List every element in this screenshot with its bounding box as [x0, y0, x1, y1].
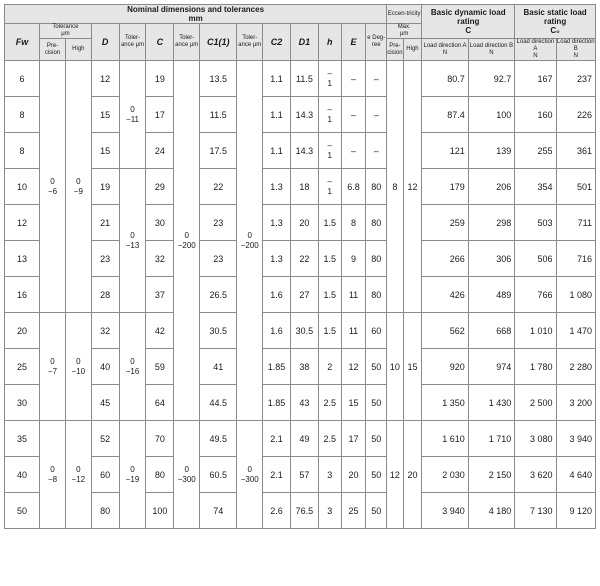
dynamic-b-cell: 1 430	[468, 385, 514, 421]
c2-cell: 1.1	[263, 133, 291, 169]
table-header	[5, 5, 596, 61]
e-cell: 17	[341, 421, 366, 457]
ecc-precision-3: 12	[387, 421, 404, 529]
fw-cell: 25	[5, 349, 40, 385]
c-cell: 30	[146, 205, 174, 241]
d1-cell: 14.3	[291, 97, 319, 133]
c-tolerance-2: 0 −300	[174, 421, 200, 529]
static-a-cell: 3 620	[515, 457, 556, 493]
static-b-cell: 711	[556, 205, 595, 241]
static-symbol: C₀	[550, 26, 560, 35]
dynamic-b-cell: 92.7	[468, 61, 514, 97]
dynamic-a-cell: 2 030	[422, 457, 468, 493]
static-b-cell: 1 080	[556, 277, 595, 313]
static-load-a-label: Load direction A	[516, 39, 555, 52]
ecc-high-2: 15	[403, 313, 422, 421]
d-cell: 52	[91, 421, 119, 457]
degree-cell: 50	[366, 385, 387, 421]
d-cell: 45	[91, 385, 119, 421]
d-cell: 80	[91, 493, 119, 529]
d1-cell: 38	[291, 349, 319, 385]
c1-cell: 13.5	[200, 61, 237, 97]
dynamic-a-cell: 80.7	[422, 61, 468, 97]
fw-tolerance-header	[40, 24, 92, 39]
d-cell: 40	[91, 349, 119, 385]
fw-high-header: High	[65, 39, 91, 61]
c1-tolerance-2: 0 −300	[237, 421, 263, 529]
fw-tolerance-label: Tolerance	[52, 24, 79, 30]
table-row	[5, 241, 596, 277]
c-cell: 80	[146, 457, 174, 493]
c-cell: 19	[146, 61, 174, 97]
dynamic-a-cell: 920	[422, 349, 468, 385]
table-row	[5, 349, 596, 385]
dynamic-load-b-header	[468, 39, 514, 61]
table-row	[5, 385, 596, 421]
eccentricity-header: Eccen-tricity	[387, 5, 422, 24]
h-cell: 1.5	[318, 205, 341, 241]
d1-cell: 30.5	[291, 313, 319, 349]
dynamic-header	[422, 5, 515, 39]
h-cell: – 1	[318, 133, 341, 169]
c-cell: 100	[146, 493, 174, 529]
static-a-cell: 354	[515, 169, 556, 205]
fw-cell: 13	[5, 241, 40, 277]
c1-cell: 60.5	[200, 457, 237, 493]
c1-cell: 26.5	[200, 277, 237, 313]
header-row-1	[5, 5, 596, 24]
e-cell: 15	[341, 385, 366, 421]
c-cell: 59	[146, 349, 174, 385]
c1-cell: 41	[200, 349, 237, 385]
ecc-high-3: 20	[403, 421, 422, 529]
dynamic-b-cell: 4 180	[468, 493, 514, 529]
d-header: D	[91, 24, 119, 61]
c2-cell: 1.1	[263, 97, 291, 133]
c1-cell: 74	[200, 493, 237, 529]
dynamic-load-a-label: Load direction A	[423, 42, 467, 49]
static-a-cell: 160	[515, 97, 556, 133]
degree-header: e Deg-ree	[366, 24, 387, 61]
dynamic-a-cell: 3 940	[422, 493, 468, 529]
degree-cell: 80	[366, 205, 387, 241]
static-a-cell: 167	[515, 61, 556, 97]
dynamic-symbol: C	[465, 26, 472, 35]
degree-cell: 50	[366, 349, 387, 385]
c2-cell: 1.3	[263, 241, 291, 277]
h-cell: 1.5	[318, 313, 341, 349]
h-cell: 2.5	[318, 421, 341, 457]
table-body	[5, 61, 596, 529]
c2-cell: 1.1	[263, 61, 291, 97]
table-row	[5, 205, 596, 241]
c2-cell: 2.1	[263, 457, 291, 493]
h-cell: – 1	[318, 61, 341, 97]
c2-cell: 1.6	[263, 277, 291, 313]
c1-cell: 17.5	[200, 133, 237, 169]
h-cell: 1.5	[318, 241, 341, 277]
degree-cell: –	[366, 61, 387, 97]
static-b-cell: 237	[556, 61, 595, 97]
dynamic-a-cell: 1 350	[422, 385, 468, 421]
c-cell: 17	[146, 97, 174, 133]
static-b-cell: 2 280	[556, 349, 595, 385]
h-cell: – 1	[318, 97, 341, 133]
degree-cell: 80	[366, 241, 387, 277]
h-cell: 3	[318, 457, 341, 493]
table-row	[5, 277, 596, 313]
degree-cell: 50	[366, 457, 387, 493]
static-a-cell: 766	[515, 277, 556, 313]
fw-precision-tolerance-3: 0 −8	[40, 421, 66, 529]
dynamic-a-cell: 266	[422, 241, 468, 277]
static-title: Basic static load rating	[523, 8, 587, 26]
fw-high-tolerance-1: 0 −9	[65, 61, 91, 313]
e-cell: 11	[341, 313, 366, 349]
fw-cell: 30	[5, 385, 40, 421]
fw-header: Fw	[5, 24, 40, 61]
nominal-header	[5, 5, 387, 24]
d-cell: 15	[91, 133, 119, 169]
d1-cell: 22	[291, 241, 319, 277]
dynamic-b-cell: 139	[468, 133, 514, 169]
fw-cell: 16	[5, 277, 40, 313]
dynamic-load-b-label: Load direction B	[469, 42, 514, 49]
fw-tolerance-unit: μm	[61, 31, 70, 37]
static-b-cell: 501	[556, 169, 595, 205]
c-cell: 64	[146, 385, 174, 421]
ecc-precision-1: 8	[387, 61, 404, 313]
d-tolerance-3: 0 −16	[119, 313, 146, 421]
d1-header: D1	[291, 24, 319, 61]
d-tolerance-1: 0 −11	[119, 61, 146, 169]
dynamic-a-cell: 87.4	[422, 97, 468, 133]
c1-cell: 23	[200, 205, 237, 241]
e-cell: 6.8	[341, 169, 366, 205]
static-load-b-header	[556, 39, 595, 61]
c-cell: 42	[146, 313, 174, 349]
e-cell: 11	[341, 277, 366, 313]
e-cell: 12	[341, 349, 366, 385]
fw-cell: 12	[5, 205, 40, 241]
c2-cell: 1.85	[263, 385, 291, 421]
static-load-b-label: Load direction B	[556, 39, 595, 52]
degree-cell: 50	[366, 493, 387, 529]
h-cell: 1.5	[318, 277, 341, 313]
c2-cell: 2.6	[263, 493, 291, 529]
c1-tolerance-1: 0 −200	[237, 61, 263, 421]
d1-cell: 11.5	[291, 61, 319, 97]
d-tolerance-2: 0 −13	[119, 169, 146, 313]
e-cell: –	[341, 97, 366, 133]
degree-cell: 80	[366, 169, 387, 205]
c-cell: 37	[146, 277, 174, 313]
e-cell: –	[341, 133, 366, 169]
ecc-high-1: 12	[403, 61, 422, 313]
d-cell: 23	[91, 241, 119, 277]
e-header: E	[341, 24, 366, 61]
static-b-cell: 4 640	[556, 457, 595, 493]
e-cell: –	[341, 61, 366, 97]
d1-cell: 76.5	[291, 493, 319, 529]
static-a-cell: 506	[515, 241, 556, 277]
dynamic-b-cell: 489	[468, 277, 514, 313]
c1-cell: 22	[200, 169, 237, 205]
max-label: Max.	[397, 24, 411, 30]
c2-cell: 2.1	[263, 421, 291, 457]
degree-cell: 80	[366, 277, 387, 313]
dynamic-load-a-unit: N	[442, 49, 448, 56]
fw-precision-tolerance-2: 0 −7	[40, 313, 66, 421]
nominal-title: Nominal dimensions and tolerances	[127, 5, 265, 14]
table-row	[5, 493, 596, 529]
dimensions-table	[4, 4, 596, 529]
c-cell: 24	[146, 133, 174, 169]
dynamic-b-cell: 668	[468, 313, 514, 349]
table-row	[5, 169, 596, 205]
static-a-cell: 3 080	[515, 421, 556, 457]
c1-cell: 11.5	[200, 97, 237, 133]
c-tolerance-1: 0 −200	[174, 61, 200, 421]
d1-cell: 57	[291, 457, 319, 493]
d1-cell: 14.3	[291, 133, 319, 169]
c1-cell: 44.5	[200, 385, 237, 421]
dynamic-b-cell: 1 710	[468, 421, 514, 457]
h-cell: 2	[318, 349, 341, 385]
d-cell: 21	[91, 205, 119, 241]
dynamic-b-cell: 298	[468, 205, 514, 241]
d1-cell: 27	[291, 277, 319, 313]
h-header: h	[318, 24, 341, 61]
dynamic-a-cell: 1 610	[422, 421, 468, 457]
fw-precision-tolerance-1: 0 −6	[40, 61, 66, 313]
fw-high-tolerance-2: 0 −10	[65, 313, 91, 421]
dynamic-a-cell: 179	[422, 169, 468, 205]
table-row	[5, 313, 596, 349]
table-row	[5, 97, 596, 133]
dynamic-title: Basic dynamic load rating	[430, 8, 506, 26]
fw-cell: 35	[5, 421, 40, 457]
dynamic-load-b-unit: N	[489, 49, 494, 56]
fw-cell: 10	[5, 169, 40, 205]
c1-cell: 23	[200, 241, 237, 277]
static-a-cell: 1 780	[515, 349, 556, 385]
dynamic-b-cell: 100	[468, 97, 514, 133]
static-b-cell: 361	[556, 133, 595, 169]
dynamic-b-cell: 974	[468, 349, 514, 385]
dynamic-b-cell: 206	[468, 169, 514, 205]
c2-cell: 1.85	[263, 349, 291, 385]
fw-cell: 40	[5, 457, 40, 493]
c1-cell: 49.5	[200, 421, 237, 457]
degree-cell: 60	[366, 313, 387, 349]
table-row	[5, 61, 596, 97]
d1-cell: 20	[291, 205, 319, 241]
table-row	[5, 457, 596, 493]
nominal-unit: mm	[188, 14, 203, 23]
table-row	[5, 421, 596, 457]
fw-cell: 8	[5, 133, 40, 169]
static-load-a-header	[515, 39, 556, 61]
dynamic-b-cell: 306	[468, 241, 514, 277]
c-tolerance-header: Toler-ance μm	[174, 24, 200, 61]
fw-high-tolerance-3: 0 −12	[65, 421, 91, 529]
fw-precision-header: Pre-cision	[40, 39, 66, 61]
static-b-cell: 716	[556, 241, 595, 277]
static-b-cell: 9 120	[556, 493, 595, 529]
static-a-cell: 255	[515, 133, 556, 169]
d-cell: 15	[91, 97, 119, 133]
d-cell: 19	[91, 169, 119, 205]
h-cell: 2.5	[318, 385, 341, 421]
max-unit: μm	[399, 31, 409, 37]
c-cell: 29	[146, 169, 174, 205]
c1-header: C1(1)	[200, 24, 237, 61]
static-b-cell: 3 940	[556, 421, 595, 457]
d-cell: 28	[91, 277, 119, 313]
fw-cell: 6	[5, 61, 40, 97]
static-b-cell: 3 200	[556, 385, 595, 421]
dimension-table-sheet	[4, 4, 596, 529]
degree-cell: 50	[366, 421, 387, 457]
degree-cell: –	[366, 133, 387, 169]
d-cell: 32	[91, 313, 119, 349]
dynamic-a-cell: 121	[422, 133, 468, 169]
static-b-cell: 226	[556, 97, 595, 133]
c1-cell: 30.5	[200, 313, 237, 349]
fw-cell: 8	[5, 97, 40, 133]
static-a-cell: 2 500	[515, 385, 556, 421]
static-load-b-unit: N	[573, 53, 578, 59]
d1-cell: 18	[291, 169, 319, 205]
static-a-cell: 7 130	[515, 493, 556, 529]
d1-cell: 43	[291, 385, 319, 421]
h-cell: – 1	[318, 169, 341, 205]
ecc-precision-2: 10	[387, 313, 404, 421]
static-a-cell: 503	[515, 205, 556, 241]
c-cell: 32	[146, 241, 174, 277]
c2-cell: 1.3	[263, 205, 291, 241]
static-load-a-unit: N	[533, 53, 538, 59]
e-cell: 20	[341, 457, 366, 493]
c-header: C	[146, 24, 174, 61]
c2-header: C2	[263, 24, 291, 61]
c-cell: 70	[146, 421, 174, 457]
d-tolerance-4: 0 −19	[119, 421, 146, 529]
e-cell: 25	[341, 493, 366, 529]
d-tolerance-header: Toler-ance μm	[119, 24, 146, 61]
dynamic-a-cell: 259	[422, 205, 468, 241]
degree-cell: –	[366, 97, 387, 133]
dynamic-a-cell: 426	[422, 277, 468, 313]
c2-cell: 1.3	[263, 169, 291, 205]
dynamic-load-a-header	[422, 39, 468, 61]
dynamic-b-cell: 2 150	[468, 457, 514, 493]
ecc-precision-header: Pre-cision	[387, 39, 404, 61]
e-cell: 8	[341, 205, 366, 241]
fw-cell: 20	[5, 313, 40, 349]
fw-cell: 50	[5, 493, 40, 529]
dynamic-a-cell: 562	[422, 313, 468, 349]
d-cell: 60	[91, 457, 119, 493]
c2-cell: 1.6	[263, 313, 291, 349]
ecc-high-header: High	[403, 39, 422, 61]
static-header	[515, 5, 596, 39]
h-cell: 3	[318, 493, 341, 529]
e-cell: 9	[341, 241, 366, 277]
d1-cell: 49	[291, 421, 319, 457]
c1-tolerance-header: Toler-ance μm	[237, 24, 263, 61]
eccentricity-max-header	[387, 24, 422, 39]
d-cell: 12	[91, 61, 119, 97]
table-row	[5, 133, 596, 169]
static-a-cell: 1 010	[515, 313, 556, 349]
static-b-cell: 1 470	[556, 313, 595, 349]
